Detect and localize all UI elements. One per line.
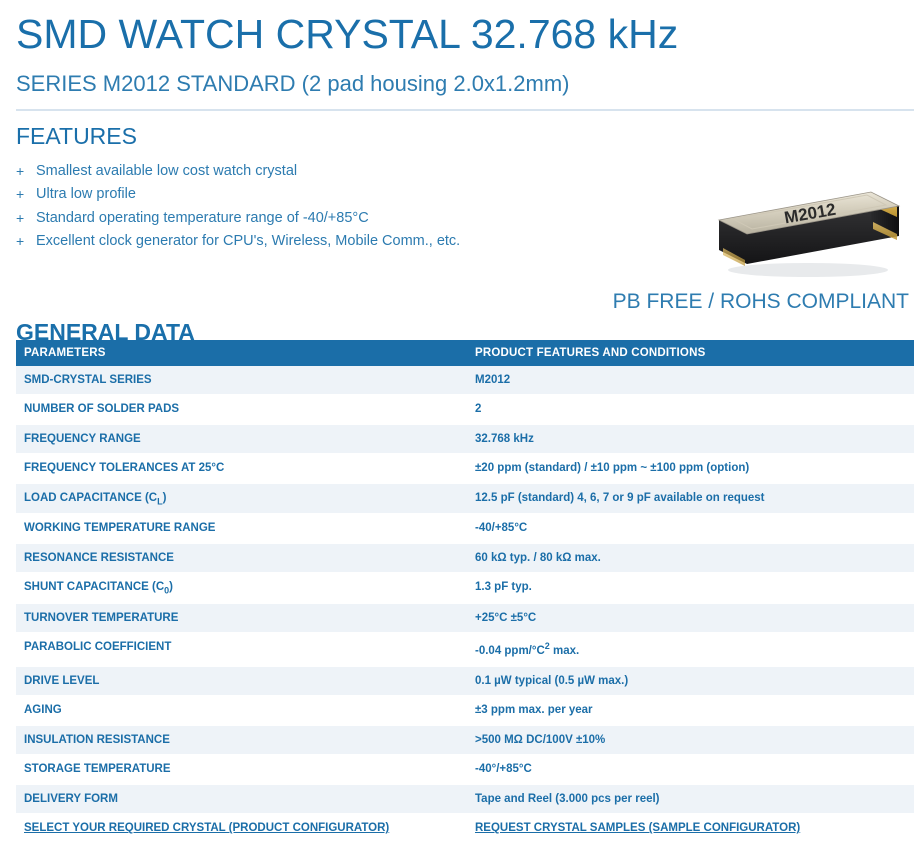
row-value: Tape and Reel (3.000 pcs per reel) (467, 784, 914, 814)
rohs-compliance-label: PB FREE / ROHS COMPLIANT (612, 289, 909, 313)
row-parameter: FREQUENCY RANGE (16, 424, 467, 454)
row-parameter: DELIVERY FORM (16, 784, 467, 814)
row-parameter: PARABOLIC COEFFICIENT (16, 633, 467, 666)
row-value: ±20 ppm (standard) / ±10 ppm ~ ±100 ppm (option) (467, 454, 914, 484)
row-value: 1.3 pF typ. (467, 573, 914, 603)
row-parameter: INSULATION RESISTANCE (16, 725, 467, 755)
table-body (16, 366, 914, 843)
row-parameter: AGING (16, 696, 467, 726)
table-row-links (16, 814, 914, 844)
table-row (16, 725, 914, 755)
plus-icon: + (16, 233, 25, 250)
page-title: SMD WATCH CRYSTAL 32.768 kHz (16, 11, 679, 57)
general-data-row (12, 289, 911, 346)
table-row (16, 573, 914, 603)
feature-text: Smallest available low cost watch crystal (36, 163, 298, 179)
table-row (16, 696, 914, 726)
row-parameter: STORAGE TEMPERATURE (16, 755, 467, 785)
table-row (16, 514, 914, 544)
table-row (16, 366, 914, 395)
row-parameter: SHUNT CAPACITANCE $(C_0)$ (16, 573, 467, 603)
table-row (16, 543, 914, 573)
sample-configurator-link-text[interactable]: REQUEST CRYSTAL SAMPLES (SAMPLE CONFIGURATOR) (475, 822, 801, 835)
table-row (16, 454, 914, 484)
feature-text: Ultra low profile (36, 186, 136, 203)
page-subtitle: SERIES M2012 STANDARD (2 pad housing 2.0x1.2mm) (16, 71, 570, 96)
header-divider (16, 109, 914, 111)
product-configurator-link[interactable] (16, 814, 467, 844)
row-value: M2012 (467, 366, 914, 395)
table-row (16, 484, 914, 514)
row-value: -40/+85°C (467, 514, 914, 544)
row-value: +25°C ±5°C (467, 603, 914, 633)
row-parameter: DRIVE LEVEL (16, 666, 467, 696)
plus-icon: + (16, 186, 25, 203)
row-parameter: SMD-CRYSTAL SERIES (16, 366, 467, 395)
product-image (703, 162, 913, 282)
table-row (16, 424, 914, 454)
table-row (16, 755, 914, 785)
table-row (16, 633, 914, 666)
row-value: 12.5 pF (standard) 4, 6, 7 or 9 pF available on request (467, 484, 914, 514)
table-row (16, 784, 914, 814)
table-row (16, 603, 914, 633)
column-header-features: PRODUCT FEATURES AND CONDITIONS (467, 340, 914, 366)
row-value: 32.768 kHz (467, 424, 914, 454)
row-value: >500 MΩ DC/100V ±10% (467, 725, 914, 755)
row-value: -40°/+85°C (467, 755, 914, 785)
table-row (16, 666, 914, 696)
row-parameter: TURNOVER TEMPERATURE (16, 603, 467, 633)
column-header-parameters: PARAMETERS (16, 340, 467, 366)
sample-configurator-link[interactable] (467, 814, 914, 844)
row-value: -0.04 ppm/$^\circ C^2$ max. (467, 633, 914, 666)
row-value: 60 kΩ typ. / 80 kΩ max. (467, 543, 914, 573)
row-value: ±3 ppm max. per year (467, 696, 914, 726)
row-parameter: NUMBER OF SOLDER PADS (16, 395, 467, 425)
row-value: 0.1 µW typical (0.5 µW max.) (467, 666, 914, 696)
svg-text:M2012: M2012 (782, 199, 838, 228)
product-configurator-link-text[interactable]: SELECT YOUR REQUIRED CRYSTAL (PRODUCT CONFIGURATOR) (24, 822, 390, 835)
table-row (16, 395, 914, 425)
crystal-package-illustration (703, 162, 913, 282)
row-parameter: WORKING TEMPERATURE RANGE (16, 514, 467, 544)
row-parameter: RESONANCE RESISTANCE (16, 543, 467, 573)
plus-icon: + (16, 209, 25, 226)
features-heading: FEATURES (16, 123, 137, 149)
plus-icon: + (16, 163, 25, 179)
row-value: 2 (467, 395, 914, 425)
feature-text: Excellent clock generator for CPU's, Wireless, Mobile Comm., etc. (36, 233, 461, 250)
feature-text: Standard operating temperature range of -40/+85°C (36, 209, 369, 226)
row-parameter: LOAD CAPACITANCE $(C_L)$ (16, 484, 467, 514)
specifications-table (16, 340, 914, 844)
datasheet-page (0, 11, 923, 856)
row-parameter: FREQUENCY TOLERANCES AT 25°C (16, 454, 467, 484)
general-data-heading: GENERAL DATA (16, 319, 195, 346)
